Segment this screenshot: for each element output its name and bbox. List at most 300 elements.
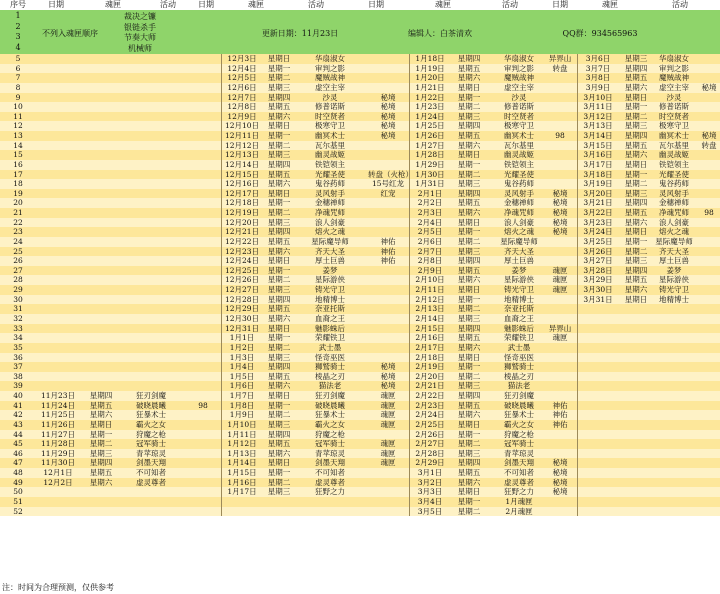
soulbox-cell: 奈亚托斯 [504, 304, 534, 314]
row-number: 33 [13, 323, 23, 333]
soulbox-cell: 铁铠领主 [504, 159, 534, 169]
row-number: 31 [13, 304, 23, 314]
event-cell: 魂匣 [380, 410, 396, 420]
event-cell: 神佑 [380, 256, 396, 266]
update-date: 更新日期：11月23日 [261, 29, 339, 38]
weekday-cell: 星期三 [89, 448, 113, 458]
date-cell: 1月15日 [227, 468, 257, 478]
soulbox-cell: 瓦尔基里 [315, 140, 345, 150]
soulbox-cell: 地精博士 [504, 294, 534, 304]
event-cell: 魂匣 [552, 275, 568, 285]
weekday-cell: 星期五 [457, 63, 481, 73]
soulbox-cell: 破晓晨曦 [136, 400, 166, 410]
event-cell: 秘境 [380, 92, 396, 102]
date-cell: 3月22日 [583, 208, 613, 218]
date-cell: 2月3日 [417, 208, 443, 218]
date-cell: 3月31日 [583, 294, 613, 304]
event-cell: 转盘（火枪） [368, 169, 413, 179]
event-cell: 神佑 [380, 236, 396, 246]
header-cell: 魂匣 [602, 0, 618, 9]
date-cell: 1月24日 [415, 111, 445, 121]
excluded-name: 裁决之镰 [124, 12, 156, 21]
date-cell: 2月20日 [415, 371, 445, 381]
row-number: 48 [13, 468, 23, 478]
event-cell: 秘境 [380, 371, 396, 381]
date-cell: 2月18日 [415, 352, 445, 362]
soulbox-cell: 铁铠领主 [659, 159, 689, 169]
weekday-cell: 星期三 [267, 82, 291, 92]
date-cell: 2月16日 [415, 333, 445, 343]
event-cell: 秘境 [380, 102, 396, 112]
weekday-cell: 星期日 [457, 419, 481, 429]
row-number: 40 [13, 391, 23, 401]
soulbox-cell: 华扇淑女 [504, 54, 534, 63]
table-row [0, 275, 720, 285]
weekday-cell: 星期日 [267, 54, 291, 63]
table-row [0, 150, 720, 160]
date-cell: 12月6日 [227, 82, 257, 92]
table-row [0, 170, 720, 180]
row-number: 41 [13, 400, 23, 410]
row-number: 45 [13, 439, 23, 449]
soulbox-cell: 狂刃剑魔 [136, 391, 166, 401]
date-cell: 3月8日 [585, 73, 611, 83]
table-row [0, 372, 720, 382]
table-row [0, 227, 720, 237]
table-row [0, 266, 720, 276]
date-cell: 2月28日 [415, 448, 445, 458]
table-row [0, 410, 720, 420]
weekday-cell: 星期六 [457, 410, 481, 420]
date-cell: 1月10日 [227, 419, 257, 429]
weekday-cell: 星期三 [267, 487, 291, 497]
table-row [0, 401, 720, 411]
row-number: 27 [13, 265, 23, 275]
date-cell: 3月18日 [583, 169, 613, 179]
soulbox-cell: 虚空主宰 [504, 82, 534, 92]
soulbox-cell: 不可知者 [136, 468, 166, 478]
weekday-cell: 星期二 [624, 111, 648, 121]
soulbox-cell: 厚土巨兽 [504, 256, 534, 266]
weekday-cell: 星期二 [267, 208, 291, 218]
date-cell: 1月22日 [415, 92, 445, 102]
soulbox-cell: 猫法老 [318, 381, 342, 391]
row-number: 18 [13, 179, 23, 189]
date-cell: 3月21日 [583, 198, 613, 208]
column-divider [409, 54, 410, 516]
exclusion-label: 不列入魂匣顺序 [42, 29, 98, 38]
weekday-cell: 星期六 [267, 111, 291, 121]
row-number: 29 [13, 285, 23, 295]
weekday-cell: 星期一 [457, 227, 481, 237]
table-row [0, 314, 720, 324]
header-cell: 魂匣 [105, 0, 121, 9]
event-cell: 秘境 [380, 121, 396, 131]
weekday-cell: 星期五 [267, 102, 291, 112]
weekday-cell: 星期六 [457, 477, 481, 487]
event-cell: 魂匣 [552, 333, 568, 343]
row-number: 7 [15, 73, 21, 83]
table-row [0, 218, 720, 228]
soulbox-cell: 魔贼战神 [504, 73, 534, 83]
weekday-cell: 星期三 [624, 54, 648, 63]
excluded-name: 节奏大师 [124, 33, 156, 42]
date-cell: 2月15日 [415, 323, 445, 333]
date-cell: 3月27日 [583, 256, 613, 266]
soulbox-cell: 魔贼战神 [315, 73, 345, 83]
weekday-cell: 星期二 [624, 179, 648, 189]
table-row [0, 121, 720, 131]
event-cell: 15号红龙 [371, 179, 405, 189]
weekday-cell: 星期五 [89, 400, 113, 410]
soulbox-cell: 浪人剑豪 [659, 217, 689, 227]
table-row [0, 131, 720, 141]
soulbox-cell: 铸光守卫 [659, 285, 689, 295]
qq-group: QQ群：934565963 [562, 29, 638, 38]
header-cell: 活动 [502, 0, 518, 9]
date-cell: 2月24日 [415, 410, 445, 420]
date-cell: 2月27日 [415, 439, 445, 449]
weekday-cell: 星期日 [624, 159, 648, 169]
event-cell: 98 [555, 131, 565, 141]
row-number: 37 [13, 362, 23, 372]
weekday-cell: 星期四 [267, 429, 291, 439]
event-cell: 秘境 [552, 188, 568, 198]
weekday-cell: 星期一 [267, 468, 291, 478]
date-cell: 1月26日 [415, 131, 445, 141]
soulbox-cell: 瓦尔基里 [504, 140, 534, 150]
date-cell: 12月7日 [227, 92, 257, 102]
table-row [0, 54, 720, 64]
soulbox-cell: 金穗禅师 [315, 198, 345, 208]
row-number: 25 [13, 246, 23, 256]
weekday-cell: 星期四 [267, 159, 291, 169]
date-cell: 3月14日 [583, 131, 613, 141]
table-row [0, 324, 720, 334]
soulbox-cell: 审判之影 [504, 63, 534, 73]
soulbox-cell: 时空贤者 [659, 111, 689, 121]
banner-block [0, 10, 720, 54]
date-cell: 12月21日 [224, 227, 260, 237]
event-cell: 魂匣 [380, 419, 396, 429]
event-cell: 魂匣 [380, 439, 396, 449]
weekday-cell: 星期四 [457, 391, 481, 401]
soulbox-cell: 狩魔之枪 [504, 429, 534, 439]
soulbox-cell: 霸火之女 [136, 419, 166, 429]
date-cell: 12月18日 [224, 198, 260, 208]
row-number: 5 [15, 54, 21, 63]
weekday-cell: 星期三 [624, 121, 648, 131]
column-header-row [0, 0, 720, 10]
soulbox-cell: 灵风射手 [504, 188, 534, 198]
row-number: 16 [13, 159, 23, 169]
row-number: 51 [13, 496, 23, 506]
row-number: 36 [13, 352, 23, 362]
soulbox-cell: 冠军骑士 [315, 439, 345, 449]
date-cell: 11月23日 [40, 391, 76, 401]
row-number: 12 [13, 121, 23, 131]
weekday-cell: 星期四 [457, 121, 481, 131]
date-cell: 2月14日 [415, 314, 445, 323]
date-cell: 2月19日 [415, 362, 445, 372]
date-cell: 3月16日 [583, 150, 613, 160]
soulbox-cell: 修普诺斯 [504, 102, 534, 112]
weekday-cell: 星期日 [267, 323, 291, 333]
weekday-cell: 星期三 [267, 419, 291, 429]
soulbox-cell: 星际魔导师 [500, 236, 538, 246]
event-cell: 秘境 [552, 477, 568, 487]
weekday-cell: 星期五 [457, 198, 481, 208]
table-row [0, 439, 720, 449]
weekday-cell: 星期日 [457, 217, 481, 227]
weekday-cell: 星期五 [457, 265, 481, 275]
date-cell: 2月25日 [415, 419, 445, 429]
weekday-cell: 星期日 [267, 188, 291, 198]
event-cell: 98 [704, 208, 714, 218]
weekday-cell: 星期二 [457, 304, 481, 314]
weekday-cell: 星期四 [267, 227, 291, 237]
weekday-cell: 星期五 [267, 304, 291, 314]
weekday-cell: 星期二 [267, 342, 291, 352]
row-number: 20 [13, 198, 23, 208]
soulbox-cell: 魅影蛛后 [504, 323, 534, 333]
event-cell: 秘境 [380, 111, 396, 121]
row-number: 8 [15, 82, 21, 92]
date-cell: 3月20日 [583, 188, 613, 198]
soulbox-cell: 华扇淑女 [659, 54, 689, 63]
date-cell: 1月3日 [229, 352, 255, 362]
event-cell: 红宠 [380, 188, 396, 198]
weekday-cell: 星期四 [624, 198, 648, 208]
weekday-cell: 星期四 [267, 294, 291, 304]
table-row [0, 362, 720, 372]
date-cell: 1月17日 [227, 487, 257, 497]
date-cell: 12月8日 [227, 102, 257, 112]
date-cell: 11月29日 [40, 448, 76, 458]
weekday-cell: 星期六 [624, 150, 648, 160]
soulbox-cell: 幽灵战姬 [659, 150, 689, 160]
date-cell: 12月12日 [224, 140, 260, 150]
soulbox-cell: 星际游侠 [315, 275, 345, 285]
soulbox-cell: 金穗禅师 [659, 198, 689, 208]
table-row [0, 430, 720, 440]
table-row [0, 391, 720, 401]
soulbox-cell: 武士墨 [318, 342, 342, 352]
table-row [0, 247, 720, 257]
event-cell: 秘境 [552, 487, 568, 497]
weekday-cell: 星期四 [624, 131, 648, 141]
date-cell: 3月17日 [583, 159, 613, 169]
table-row [0, 237, 720, 247]
soulbox-cell: 净魂咒师 [659, 208, 689, 218]
table-row [0, 295, 720, 305]
weekday-cell: 星期三 [267, 352, 291, 362]
weekday-cell: 星期五 [457, 468, 481, 478]
weekday-cell: 星期日 [457, 150, 481, 160]
weekday-cell: 星期一 [457, 362, 481, 372]
row-number: 24 [13, 236, 23, 246]
table-row [0, 353, 720, 363]
weekday-cell: 星期四 [457, 323, 481, 333]
weekday-cell: 星期一 [457, 92, 481, 102]
soulbox-cell: 血裔之王 [504, 314, 534, 323]
date-cell: 1月5日 [229, 371, 255, 381]
date-cell: 2月1日 [417, 188, 443, 198]
event-cell: 秘境 [701, 131, 717, 141]
header-cell: 活动 [672, 0, 688, 9]
weekday-cell: 星期一 [457, 294, 481, 304]
soulbox-cell: 虚灵尊者 [315, 477, 345, 487]
date-cell: 2月21日 [415, 381, 445, 391]
soulbox-cell: 1月魂匣 [505, 496, 533, 506]
soulbox-cell: 修普诺斯 [315, 102, 345, 112]
date-cell: 1月19日 [415, 63, 445, 73]
weekday-cell: 星期六 [457, 73, 481, 83]
soulbox-cell: 2月魂匣 [505, 506, 533, 516]
date-cell: 3月25日 [583, 236, 613, 246]
soulbox-cell: 幽灵战姬 [315, 150, 345, 160]
soulbox-cell: 不可知者 [315, 468, 345, 478]
soulbox-cell: 虚空主宰 [315, 82, 345, 92]
weekday-cell: 星期二 [267, 410, 291, 420]
date-cell: 3月19日 [583, 179, 613, 189]
weekday-cell: 星期一 [624, 169, 648, 179]
weekday-cell: 星期二 [267, 477, 291, 487]
weekday-cell: 星期四 [89, 391, 113, 401]
weekday-cell: 星期五 [624, 208, 648, 218]
soulbox-cell: 熔火之魂 [659, 227, 689, 237]
soulbox-cell: 狂野之力 [504, 487, 534, 497]
soulbox-cell: 狮鹫骑士 [504, 362, 534, 372]
date-cell: 3月15日 [583, 140, 613, 150]
date-cell: 12月28日 [224, 294, 260, 304]
table-row [0, 285, 720, 295]
event-cell: 秘境 [380, 131, 396, 141]
date-cell: 11月24日 [40, 400, 76, 410]
soulbox-cell: 鬼谷药师 [315, 179, 345, 189]
weekday-cell: 星期日 [267, 391, 291, 401]
event-cell: 秘境 [552, 208, 568, 218]
row-number: 50 [13, 487, 23, 497]
row-number: 9 [15, 92, 21, 102]
weekday-cell: 星期四 [89, 458, 113, 468]
weekday-cell: 星期四 [624, 63, 648, 73]
table-row [0, 507, 720, 517]
weekday-cell: 星期五 [267, 169, 291, 179]
soulbox-cell: 狂野之力 [315, 487, 345, 497]
weekday-cell: 星期五 [624, 73, 648, 83]
row-number: 44 [13, 429, 23, 439]
event-cell: 秘境 [552, 198, 568, 208]
date-cell: 3月30日 [583, 285, 613, 295]
table-row [0, 179, 720, 189]
soulbox-cell: 棱晶之刃 [315, 371, 345, 381]
weekday-cell: 星期六 [267, 381, 291, 391]
row-number: 3 [15, 32, 21, 41]
date-cell: 3月23日 [583, 217, 613, 227]
soulbox-cell: 星际魔导师 [311, 236, 349, 246]
weekday-cell: 星期五 [457, 131, 481, 141]
soulbox-cell: 青苹琼灵 [136, 448, 166, 458]
weekday-cell: 星期四 [457, 256, 481, 266]
event-cell: 秘境 [552, 458, 568, 468]
date-cell: 11月27日 [40, 429, 76, 439]
date-cell: 12月29日 [224, 304, 260, 314]
soulbox-cell: 鬼谷药师 [504, 179, 534, 189]
date-cell: 11月30日 [40, 458, 76, 468]
table-row [0, 468, 720, 478]
event-cell: 秘境 [380, 381, 396, 391]
event-cell: 秘境 [552, 227, 568, 237]
date-cell: 1月27日 [415, 140, 445, 150]
weekday-cell: 星期一 [267, 400, 291, 410]
date-cell: 12月20日 [224, 217, 260, 227]
date-cell: 12月25日 [224, 265, 260, 275]
soulbox-cell: 光耀圣使 [659, 169, 689, 179]
event-cell: 秘境 [701, 82, 717, 92]
soulbox-cell: 极寒守卫 [659, 121, 689, 131]
weekday-cell: 星期六 [267, 179, 291, 189]
header-cell: 魂匣 [248, 0, 264, 9]
weekday-cell: 星期一 [624, 236, 648, 246]
soulbox-cell: 血裔之王 [315, 314, 345, 323]
event-cell: 98 [198, 400, 208, 410]
date-cell: 1月13日 [227, 448, 257, 458]
weekday-cell: 星期五 [267, 371, 291, 381]
weekday-cell: 星期三 [267, 285, 291, 295]
weekday-cell: 星期三 [457, 314, 481, 323]
date-cell: 12月22日 [224, 236, 260, 246]
row-number: 28 [13, 275, 23, 285]
soulbox-cell: 铸光守卫 [315, 285, 345, 295]
table-row [0, 160, 720, 170]
weekday-cell: 星期日 [624, 227, 648, 237]
event-cell: 魂匣 [552, 285, 568, 295]
weekday-cell: 星期六 [89, 477, 113, 487]
column-divider [221, 54, 222, 516]
soulbox-cell: 星际游侠 [504, 275, 534, 285]
soulbox-cell: 地精博士 [315, 294, 345, 304]
date-cell: 1月21日 [415, 82, 445, 92]
date-cell: 12月1日 [43, 468, 73, 478]
date-cell: 1月31日 [415, 179, 445, 189]
weekday-cell: 星期一 [267, 265, 291, 275]
soulbox-cell: 熔火之魂 [315, 227, 345, 237]
soulbox-cell: 灵风射手 [659, 188, 689, 198]
soulbox-cell: 星际游侠 [659, 275, 689, 285]
event-cell: 转盘 [701, 140, 717, 150]
soulbox-cell: 熔火之魂 [504, 227, 534, 237]
date-cell: 3月3日 [417, 487, 443, 497]
row-number: 38 [13, 371, 23, 381]
soulbox-cell: 怪奇巫医 [315, 352, 345, 362]
soulbox-cell: 浪人剑豪 [315, 217, 345, 227]
date-cell: 11月25日 [40, 410, 76, 420]
header-cell: 日期 [48, 0, 64, 9]
header-cell: 日期 [552, 0, 568, 9]
weekday-cell: 星期六 [624, 217, 648, 227]
soulbox-cell: 剑墨天翔 [136, 458, 166, 468]
footnote: 注：时间为合理预测，仅供参考 [2, 583, 114, 592]
date-cell: 12月17日 [224, 188, 260, 198]
row-number: 1 [15, 11, 21, 20]
table-row [0, 189, 720, 199]
event-cell: 魂匣 [380, 391, 396, 401]
soulbox-cell: 沙灵 [511, 92, 527, 102]
date-cell: 3月1日 [417, 468, 443, 478]
row-number: 19 [13, 188, 23, 198]
event-cell: 魂匣 [552, 265, 568, 275]
